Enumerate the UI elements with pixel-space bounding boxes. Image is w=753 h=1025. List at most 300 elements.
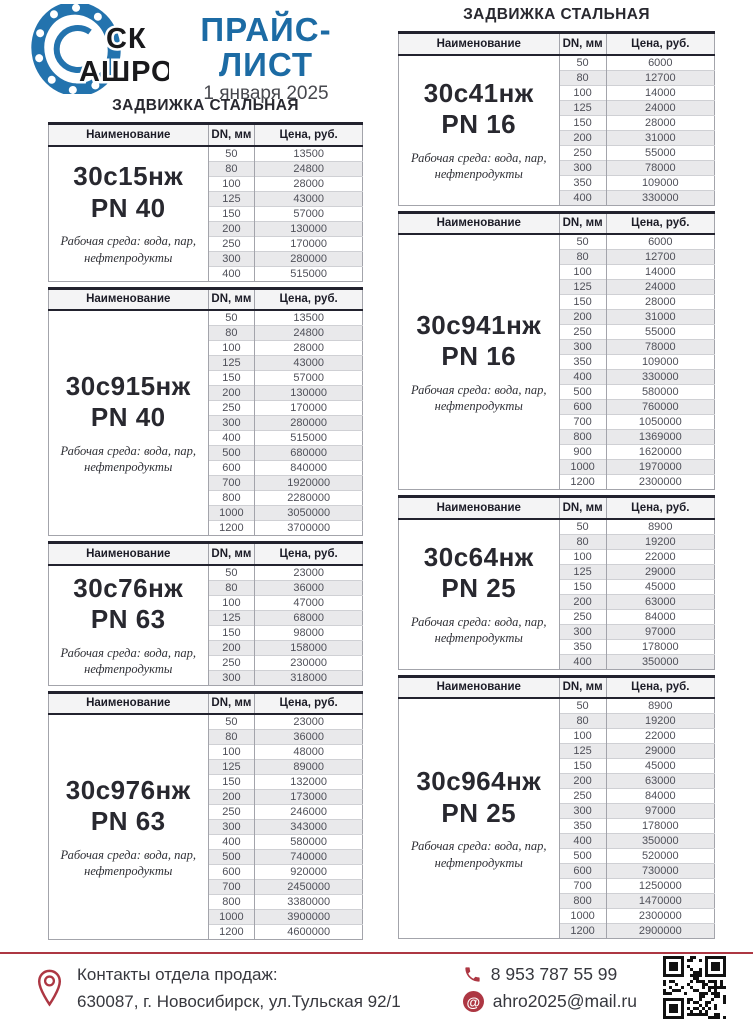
dn-column-header: DN, мм [559,497,606,519]
dn-value: 125 [559,744,606,759]
table-header-row [49,124,363,146]
dn-value: 125 [559,564,606,579]
dn-value: 80 [559,714,606,729]
dn-value: 80 [559,70,606,85]
dn-value: 200 [559,594,606,609]
price-value: 1470000 [606,894,714,909]
price-value: 580000 [255,835,363,850]
dn-value: 125 [208,610,255,625]
dn-column-header: DN, мм [559,33,606,55]
price-value: 28000 [606,295,714,310]
dn-value: 150 [208,625,255,640]
dn-value: 150 [559,115,606,130]
product-name: 30с76нж [73,572,184,603]
dn-value: 50 [559,55,606,71]
dn-value: 200 [559,310,606,325]
dn-value: 80 [208,730,255,745]
price-value: 12700 [606,70,714,85]
price-value: 31000 [606,130,714,145]
product-cell [399,698,560,939]
dn-value: 250 [208,805,255,820]
dn-value: 150 [559,295,606,310]
price-value: 13500 [255,310,363,326]
dn-value: 250 [208,236,255,251]
dn-value: 50 [208,565,255,581]
price-column-header: Цена, руб. [606,497,714,519]
dn-value: 80 [208,326,255,341]
price-value: 515000 [255,431,363,446]
price-value: 350000 [606,654,714,669]
dn-value: 1200 [208,925,255,940]
product-cell [49,565,209,686]
price-value: 23000 [255,565,363,581]
price-table-30с941нж [398,211,715,491]
product-cell [399,55,560,206]
price-table-30с64нж [398,495,715,670]
page-footer [0,952,753,1024]
price-column-header: Цена, руб. [255,692,363,714]
table-header-row [399,212,715,234]
dn-value: 125 [559,280,606,295]
price-table-30с976нж [48,691,363,941]
price-value: 84000 [606,789,714,804]
dn-value: 100 [559,729,606,744]
dn-value: 350 [559,639,606,654]
price-value: 4600000 [255,925,363,940]
dn-value: 50 [559,234,606,250]
product-medium: Рабочая среда: вода, пар, нефтепродукты [60,234,197,265]
dn-value: 250 [208,401,255,416]
price-value: 170000 [255,401,363,416]
price-value: 130000 [255,386,363,401]
email-address: ahro2025@mail.ru [492,991,637,1011]
price-value: 28000 [255,176,363,191]
dn-value: 50 [208,310,255,326]
dn-value: 150 [559,579,606,594]
dn-column-header: DN, мм [559,212,606,234]
footer-phone-email [463,964,637,1012]
dn-value: 700 [559,879,606,894]
price-value: 97000 [606,624,714,639]
left-tables [48,122,363,940]
price-value: 520000 [606,849,714,864]
dn-value: 125 [208,191,255,206]
price-value: 3380000 [255,895,363,910]
dn-value: 500 [208,446,255,461]
price-value: 1970000 [606,460,714,475]
price-value: 1050000 [606,415,714,430]
price-value: 97000 [606,804,714,819]
price-value: 132000 [255,775,363,790]
dn-value: 400 [208,431,255,446]
product-name: 30с15нж [73,161,184,192]
price-value: 3700000 [255,521,363,536]
dn-value: 50 [559,519,606,535]
price-table-30с76нж [48,541,363,686]
table-row [399,698,715,714]
price-value: 350000 [606,834,714,849]
price-value: 318000 [255,670,363,685]
dn-column-header: DN, мм [559,676,606,698]
price-column-header: Цена, руб. [255,543,363,565]
product-cell [49,310,209,536]
dn-value: 200 [559,130,606,145]
price-value: 3900000 [255,910,363,925]
dn-value: 1200 [559,475,606,490]
product-pressure: PN 40 [90,402,166,433]
price-value: 68000 [255,610,363,625]
table-row [399,234,715,250]
price-value: 19200 [606,534,714,549]
price-value: 170000 [255,236,363,251]
price-column-header: Цена, руб. [255,124,363,146]
dn-value: 100 [559,265,606,280]
dn-column-header: DN, мм [208,692,255,714]
price-value: 178000 [606,819,714,834]
price-column-header: Цена, руб. [606,33,714,55]
price-value: 23000 [255,714,363,730]
name-column-header: Наименование [399,33,560,55]
product-cell [49,146,209,282]
price-table-30с41нж [398,31,715,206]
dn-value: 125 [208,356,255,371]
price-value: 760000 [606,400,714,415]
qr-code [663,956,727,1020]
product-pressure: PN 63 [90,806,166,837]
dn-value: 150 [208,206,255,221]
name-column-header: Наименование [49,124,209,146]
product-name: 30с964нж [416,766,542,797]
dn-value: 200 [208,640,255,655]
right-tables [398,31,715,939]
price-value: 130000 [255,221,363,236]
section-title-left: ЗАДВИЖКА СТАЛЬНАЯ [112,97,299,114]
price-value: 89000 [255,760,363,775]
product-medium: Рабочая среда: вода, пар, нефтепродукты [410,382,547,414]
product-cell [399,234,560,490]
price-value: 36000 [255,730,363,745]
price-value: 109000 [606,355,714,370]
company-logo [24,4,169,94]
dn-column-header: DN, мм [208,543,255,565]
location-pin-icon [36,968,63,1008]
price-value: 6000 [606,55,714,71]
price-value: 515000 [255,266,363,281]
dn-value: 125 [559,100,606,115]
left-column [48,4,363,945]
product-cell [49,714,209,940]
dn-value: 250 [559,789,606,804]
page-date: 1 января 2025 [203,83,329,105]
price-value: 43000 [255,191,363,206]
dn-value: 700 [208,476,255,491]
price-value: 29000 [606,564,714,579]
price-value: 1250000 [606,879,714,894]
product-medium: Рабочая среда: вода, пар, нефтепродукты [410,150,547,182]
dn-value: 800 [559,894,606,909]
price-value: 178000 [606,639,714,654]
product-pressure: PN 25 [441,797,517,828]
flange-logo-icon [24,4,169,94]
dn-value: 350 [559,355,606,370]
dn-value: 350 [559,175,606,190]
price-value: 84000 [606,609,714,624]
price-value: 12700 [606,250,714,265]
product-name: 30с976нж [65,774,191,805]
right-column [398,4,715,945]
dn-value: 600 [208,461,255,476]
table-row [399,519,715,535]
contacts-address: 630087, г. Новосибирск, ул.Тульская 92/1 [77,991,401,1011]
dn-value: 400 [559,834,606,849]
price-value: 1620000 [606,445,714,460]
dn-value: 900 [559,445,606,460]
product-pressure: PN 25 [441,573,517,604]
dn-column-header: DN, мм [208,124,255,146]
price-value: 109000 [606,175,714,190]
product-pressure: PN 16 [441,109,517,140]
price-column-header: Цена, руб. [255,288,363,310]
price-value: 22000 [606,549,714,564]
dn-value: 1000 [208,506,255,521]
table-header-row [399,676,715,698]
dn-value: 300 [559,624,606,639]
contact-lines [77,965,401,1012]
dn-value: 125 [208,760,255,775]
price-value: 280000 [255,416,363,431]
dn-value: 600 [208,865,255,880]
email-icon: @ [463,991,484,1012]
dn-value: 300 [208,820,255,835]
price-value: 2450000 [255,880,363,895]
product-medium: Рабочая среда: вода, пар, нефтепродукты [60,847,197,879]
dn-value: 400 [559,654,606,669]
dn-value: 800 [559,430,606,445]
title-block [169,4,363,105]
price-value: 57000 [255,206,363,221]
product-pressure: PN 63 [90,604,166,635]
price-value: 28000 [255,341,363,356]
dn-value: 300 [559,160,606,175]
logo-text-line1: СК [106,23,147,55]
dn-value: 200 [208,790,255,805]
dn-value: 150 [208,371,255,386]
dn-value: 300 [208,416,255,431]
dn-value: 500 [559,385,606,400]
price-value: 14000 [606,265,714,280]
dn-value: 500 [559,849,606,864]
dn-value: 400 [208,266,255,281]
price-value: 36000 [255,580,363,595]
dn-value: 100 [208,341,255,356]
dn-value: 300 [559,340,606,355]
logo-text-line2: АШРО [79,56,169,88]
dn-value: 100 [208,176,255,191]
dn-value: 1000 [559,909,606,924]
price-value: 6000 [606,234,714,250]
price-value: 2900000 [606,924,714,939]
table-row [49,146,363,162]
product-cell [399,519,560,670]
page-header [48,4,363,105]
table-header-row [49,288,363,310]
price-value: 45000 [606,579,714,594]
dn-value: 250 [559,325,606,340]
price-value: 48000 [255,745,363,760]
price-value: 29000 [606,744,714,759]
table-header-row [49,543,363,565]
product-name: 30с915нж [65,370,191,401]
page-title: ПРАЙС-ЛИСТ [200,11,332,83]
product-medium: Рабочая среда: вода, пар, нефтепродукты [410,614,547,646]
name-column-header: Наименование [399,212,560,234]
price-value: 31000 [606,310,714,325]
product-pressure: PN 16 [441,341,517,372]
dn-value: 100 [208,745,255,760]
dn-value: 200 [208,221,255,236]
dn-value: 400 [208,835,255,850]
price-value: 19200 [606,714,714,729]
dn-value: 100 [559,549,606,564]
product-name: 30с64нж [423,541,534,572]
contacts-label: Контакты отдела продаж: [77,964,278,984]
price-value: 280000 [255,251,363,266]
price-value: 680000 [255,446,363,461]
dn-value: 1200 [208,521,255,536]
price-value: 13500 [255,146,363,162]
product-medium: Рабочая среда: вода, пар, нефтепродукты [410,839,547,870]
dn-value: 80 [559,250,606,265]
name-column-header: Наименование [49,543,209,565]
phone-row [463,964,637,985]
name-column-header: Наименование [49,692,209,714]
dn-value: 700 [559,415,606,430]
price-value: 28000 [606,115,714,130]
dn-value: 600 [559,864,606,879]
dn-value: 600 [559,400,606,415]
dn-value: 250 [208,655,255,670]
price-value: 45000 [606,759,714,774]
dn-value: 150 [208,775,255,790]
price-value: 24000 [606,280,714,295]
dn-value: 50 [559,698,606,714]
price-value: 24800 [255,326,363,341]
price-value: 173000 [255,790,363,805]
footer-contacts [36,965,463,1012]
price-value: 8900 [606,519,714,535]
table-row [49,565,363,581]
price-value: 2300000 [606,475,714,490]
dn-value: 100 [559,85,606,100]
name-column-header: Наименование [399,676,560,698]
dn-value: 500 [208,850,255,865]
dn-value: 50 [208,714,255,730]
price-value: 230000 [255,655,363,670]
price-value: 3050000 [255,506,363,521]
product-name: 30с41нж [423,77,534,108]
dn-value: 80 [208,161,255,176]
dn-value: 400 [559,190,606,205]
product-medium: Рабочая среда: вода, пар, нефтепродукты [60,645,197,677]
price-value: 1920000 [255,476,363,491]
dn-value: 1000 [559,460,606,475]
price-value: 343000 [255,820,363,835]
price-value: 14000 [606,85,714,100]
dn-value: 800 [208,895,255,910]
table-header-row [49,692,363,714]
price-value: 22000 [606,729,714,744]
qr-code-image [663,956,727,1020]
price-value: 55000 [606,145,714,160]
phone-icon [463,965,482,984]
dn-value: 300 [208,251,255,266]
table-row [49,714,363,730]
price-column-header: Цена, руб. [606,676,714,698]
name-column-header: Наименование [399,497,560,519]
price-value: 63000 [606,774,714,789]
table-row [399,55,715,71]
price-value: 47000 [255,595,363,610]
price-value: 43000 [255,356,363,371]
dn-value: 1200 [559,924,606,939]
price-table-30с15нж [48,122,363,282]
dn-value: 350 [559,819,606,834]
price-value: 920000 [255,865,363,880]
dn-value: 800 [208,491,255,506]
price-value: 2280000 [255,491,363,506]
dn-value: 400 [559,370,606,385]
table-header-row [399,33,715,55]
price-value: 2300000 [606,909,714,924]
dn-value: 200 [559,774,606,789]
name-column-header: Наименование [49,288,209,310]
dn-value: 80 [559,534,606,549]
dn-column-header: DN, мм [208,288,255,310]
price-table-30с915нж [48,287,363,537]
price-value: 840000 [255,461,363,476]
dn-value: 250 [559,609,606,624]
price-value: 8900 [606,698,714,714]
dn-value: 150 [559,759,606,774]
section-title-right: ЗАДВИЖКА СТАЛЬНАЯ [463,6,650,23]
price-value: 580000 [606,385,714,400]
price-value: 730000 [606,864,714,879]
price-value: 98000 [255,625,363,640]
price-value: 246000 [255,805,363,820]
price-value: 330000 [606,190,714,205]
price-value: 24800 [255,161,363,176]
price-value: 740000 [255,850,363,865]
email-row [463,991,637,1012]
table-header-row [399,497,715,519]
price-value: 78000 [606,160,714,175]
price-value: 24000 [606,100,714,115]
price-table-30с964нж [398,675,715,940]
price-value: 55000 [606,325,714,340]
price-column-header: Цена, руб. [606,212,714,234]
product-medium: Рабочая среда: вода, пар, нефтепродукты [60,443,197,475]
dn-value: 200 [208,386,255,401]
price-value: 330000 [606,370,714,385]
price-value: 158000 [255,640,363,655]
dn-value: 1000 [208,910,255,925]
product-name: 30с941нж [416,309,542,340]
price-value: 63000 [606,594,714,609]
dn-value: 250 [559,145,606,160]
dn-value: 50 [208,146,255,162]
dn-value: 100 [208,595,255,610]
dn-value: 700 [208,880,255,895]
